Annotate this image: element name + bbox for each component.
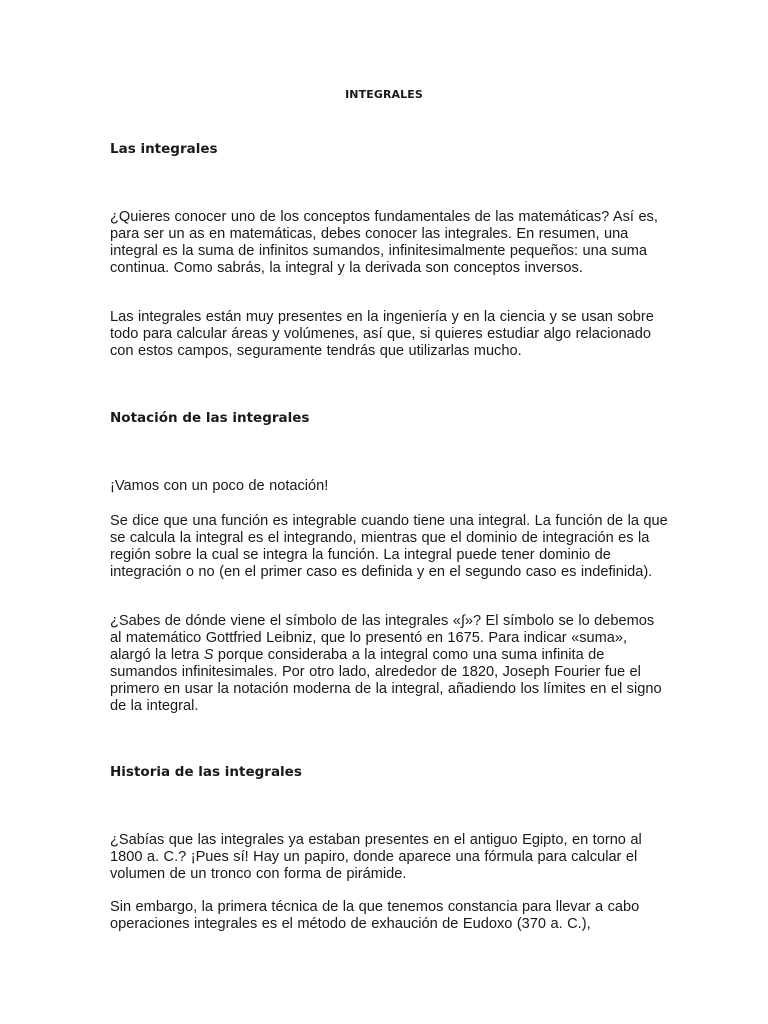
section-heading: Notación de las integrales	[110, 410, 310, 426]
paragraph-text: ¿Quieres conocer uno de los conceptos fundamentales de las matemáticas? Así es, para ser un as en matemáticas, debes conocer las integrales. En resumen, una integral es la suma de infinitos sumandos, infinitesimalmente pequeños: una suma continua. Como sabrás, la integral y la derivada son conceptos inversos.	[110, 209, 658, 276]
section-heading: Las integrales	[110, 141, 218, 157]
paragraph-text: Se dice que una función es integrable cuando tiene una integral. La función de la que se calcula la integral es el integrando, mientras que el dominio de integración es la región sobre la cual se integra la función. La integral puede tener dominio de integración o no (en el primer caso es definida y en el segundo caso es indefinida).	[110, 513, 668, 580]
paragraph	[110, 309, 670, 360]
paragraph-text-part: porque consideraba a la integral como una suma infinita de sumandos infinitesimales. Por otro lado, alrededor de 1820, Joseph Fourier fue el primero en usar la notación moderna de la integral, añadiendo los límites en el signo de la integral.	[110, 646, 662, 714]
paragraph-text-part: ¿Sabes de dónde viene el símbolo de las integrales «∫»? El símbolo se lo debemos al matemático Gottfried Leibniz, que lo presentó en 1675. Para indicar «suma», alargó la letra	[110, 613, 655, 663]
paragraph	[110, 899, 670, 933]
paragraph	[110, 209, 670, 277]
paragraph-text: Sin embargo, la primera técnica de la que tenemos constancia para llevar a cabo operaciones integrales es el método de exhaución de Eudoxo (370 a. C.),	[110, 899, 640, 932]
paragraph-text	[110, 613, 670, 714]
paragraph-text: ¿Sabías que las integrales ya estaban presentes en el antiguo Egipto, en torno al 1800 a. C.? ¡Pues sí! Hay un papiro, donde aparece una fórmula para calcular el volumen de un tronco con forma de pirámide.	[110, 832, 642, 882]
paragraph-text: Las integrales están muy presentes en la ingeniería y en la ciencia y se usan sobre todo para calcular áreas y volúmenes, así que, si quieres estudiar algo relacionado con estos campos, seguramente tendrás que utilizarlas mucho.	[110, 309, 654, 359]
paragraph	[110, 513, 670, 581]
section-heading: Historia de las integrales	[110, 764, 302, 780]
paragraph	[110, 478, 670, 495]
paragraph-text: ¡Vamos con un poco de notación!	[110, 478, 329, 494]
paragraph	[110, 613, 670, 714]
section-heading-las-integrales	[110, 141, 670, 157]
section-heading-historia	[110, 764, 670, 780]
section-heading-notacion	[110, 410, 670, 426]
document-title: INTEGRALES	[345, 88, 423, 101]
italic-letter: S	[203, 646, 214, 663]
paragraph	[110, 832, 670, 883]
